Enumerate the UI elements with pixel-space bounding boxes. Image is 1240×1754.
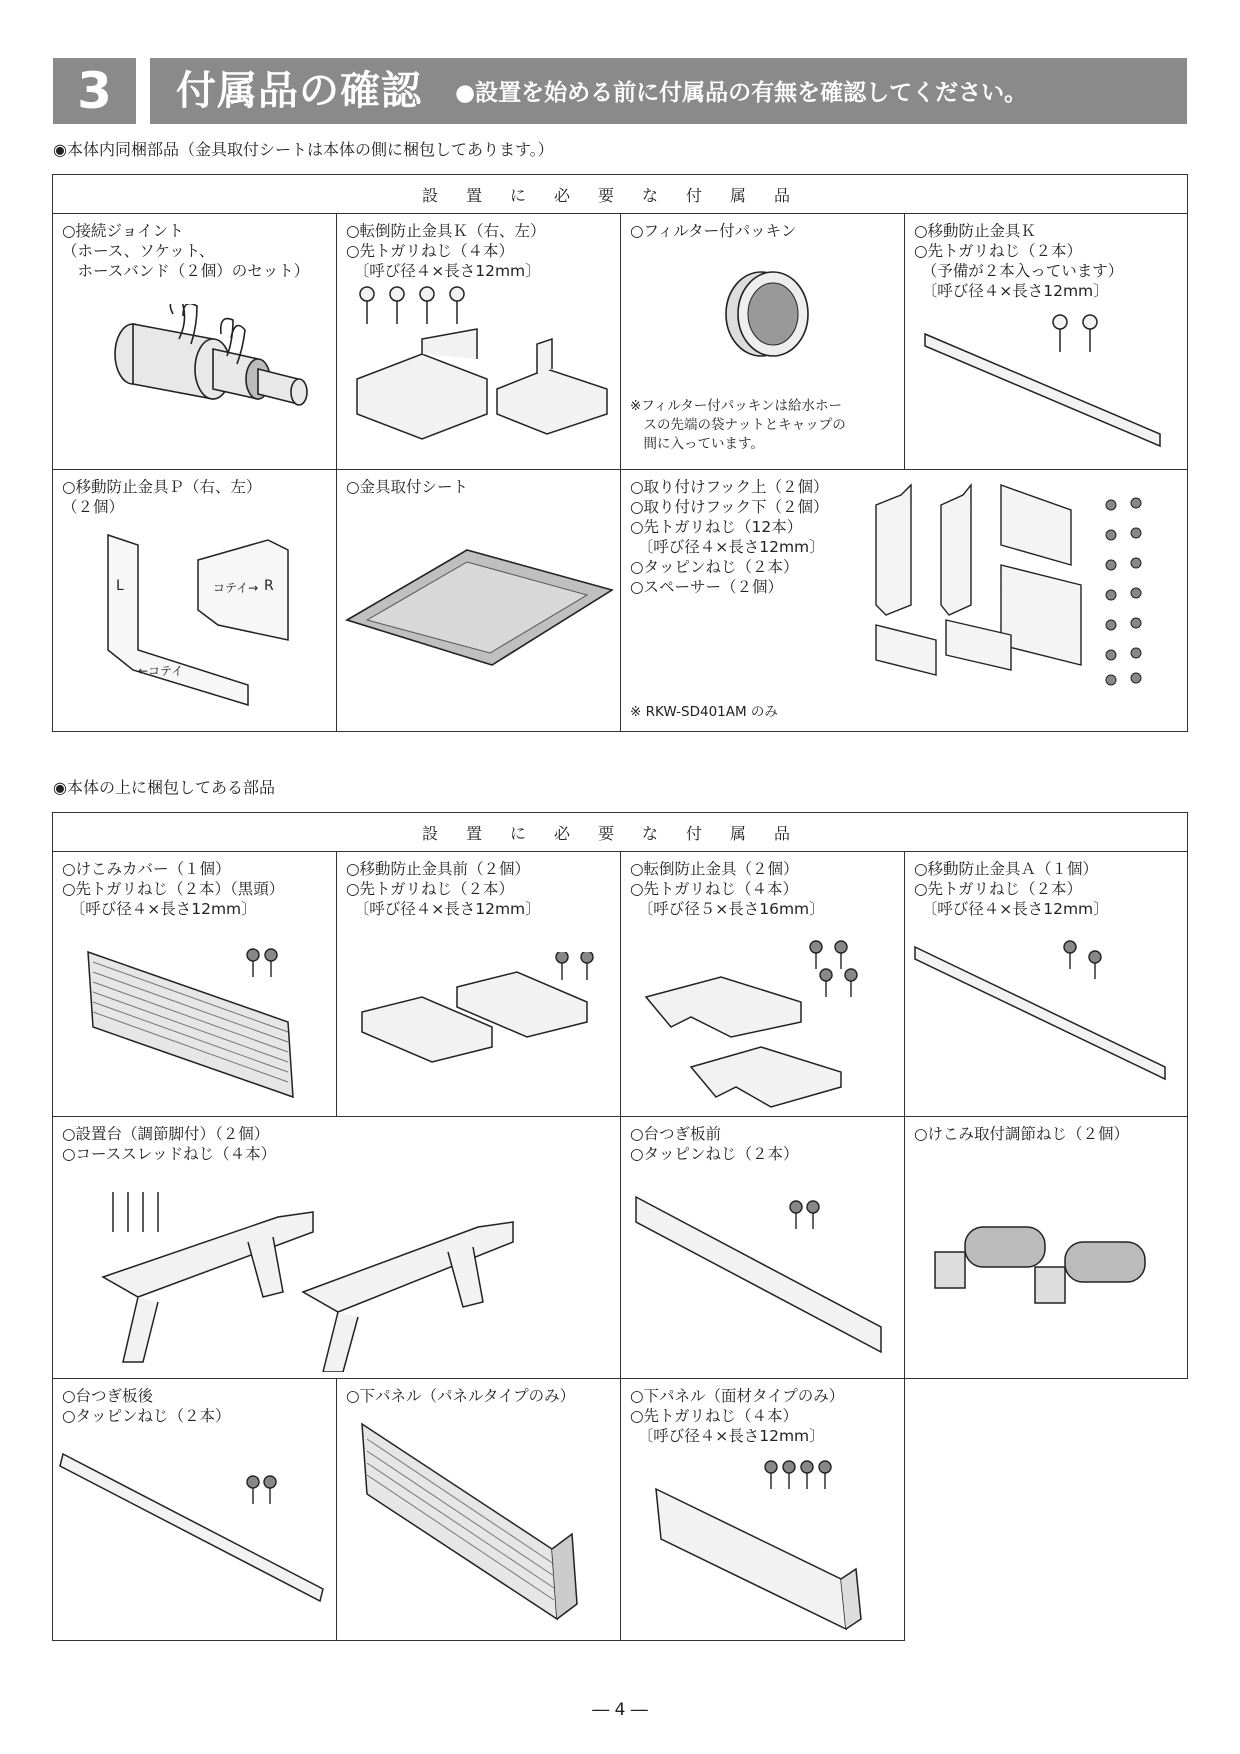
part-label: ○接続ジョイント （ホース、ソケット、 ホースバンド（２個）のセット）	[62, 222, 310, 280]
parts-table-2	[52, 812, 1188, 1641]
part-label: ○転倒防止金具Ｋ（右、左） ○先トガリねじ（４本） 〔呼び径４×長さ12mm〕	[346, 222, 546, 280]
section-banner	[150, 58, 1187, 124]
move-prevention-p-illustration	[68, 530, 328, 720]
move-prevention-k-illustration	[920, 314, 1180, 464]
part-cell-kick-adjust-screw	[905, 1117, 1188, 1379]
kick-adjust-screw-illustration	[930, 1207, 1170, 1337]
part-label: ○移動防止金具Ａ（１個） ○先トガリねじ（２本） 〔呼び径４×長さ12mm〕	[914, 860, 1109, 918]
part-label: ○フィルター付パッキン	[630, 222, 797, 240]
part-cell-kick-cover	[53, 852, 337, 1117]
part-label: ○移動防止金具Ｋ ○先トガリねじ（２本） （予備が２本入っています） 〔呼び径４×長さ12mm〕	[914, 222, 1124, 300]
part-label: ○下パネル（面材タイプのみ） ○先トガリねじ（４本） 〔呼び径４×長さ12mm〕	[630, 1387, 845, 1445]
part-label: ○移動防止金具前（２個） ○先トガリねじ（２本） 〔呼び径４×長さ12mm〕	[346, 860, 541, 918]
part-cell-joint-plate-front	[621, 1117, 905, 1379]
part-cell-tip-prevention	[621, 852, 905, 1117]
part-label: ○金具取付シート	[346, 478, 469, 496]
mark-label: L	[116, 578, 124, 594]
part-cell-move-prevention-a	[905, 852, 1188, 1117]
joint-plate-rear-illustration	[58, 1439, 333, 1634]
part-cell-filter-packing	[621, 214, 905, 470]
section-number: 3	[53, 58, 136, 124]
part-cell-move-prevention-k	[905, 214, 1188, 470]
lower-panel-face-type-illustration	[646, 1459, 896, 1634]
part-label: ○下パネル（パネルタイプのみ）	[346, 1387, 576, 1405]
part-note: ※ RKW-SD401AM のみ	[630, 704, 778, 720]
table2-header: 設置に必要な付属品	[53, 813, 1188, 852]
mark-label: ←コテイ	[138, 664, 184, 678]
joint-plate-front-illustration	[631, 1177, 901, 1372]
move-prevention-a-illustration	[910, 937, 1185, 1107]
part-label: ○台つぎ板後 ○タッピンねじ（２本）	[62, 1387, 231, 1425]
section1-label: ◉本体内同梱部品（金具取付シートは本体の側に梱包してあります。）	[53, 140, 554, 159]
page-number: ― 4 ―	[592, 1700, 648, 1720]
tip-prevention-k-illustration	[347, 284, 617, 464]
part-cell-mounting-hooks	[621, 470, 1188, 732]
part-note: ※フィルター付パッキンは給水ホー スの先端の袋ナットとキャップの 間に入っています。	[630, 398, 846, 452]
part-label: ○台つぎ板前 ○タッピンねじ（２本）	[630, 1125, 799, 1163]
table1-header: 設置に必要な付属品	[53, 175, 1188, 214]
parts-table-1	[52, 174, 1188, 732]
part-cell-joint-plate-rear	[53, 1379, 337, 1641]
part-label: ○けこみカバー（１個） ○先トガリねじ（２本）（黒頭） 〔呼び径４×長さ12mm〕	[62, 860, 285, 918]
connection-joint-illustration	[103, 304, 323, 454]
part-label: ○設置台（調節脚付）（２個） ○コーススレッドねじ（４本）	[62, 1125, 277, 1163]
section2-label: ◉本体の上に梱包してある部品	[53, 778, 275, 797]
part-label: ○取り付けフック上（２個） ○取り付けフック下（２個） ○先トガリねじ（12本） 〔呼び径４×長さ12mm〕 ○タッピンねじ（２本） ○スペーサー（２個）	[630, 478, 829, 596]
part-cell-move-prevention-p	[53, 470, 337, 732]
part-label: ○けこみ取付調節ねじ（２個）	[914, 1125, 1130, 1143]
empty-cell	[905, 1379, 1188, 1641]
move-prevention-front-illustration	[352, 952, 612, 1102]
section-title: 付属品の確認	[176, 68, 422, 114]
mark-label: R	[264, 578, 274, 594]
part-cell-move-prevention-front	[337, 852, 621, 1117]
mark-label: コテイ→	[213, 581, 259, 595]
tip-prevention-illustration	[641, 937, 901, 1112]
installation-stand-illustration	[98, 1187, 608, 1372]
kick-cover-illustration	[83, 947, 323, 1107]
section-subtitle: ●設置を始める前に付属品の有無を確認してください。	[455, 80, 1028, 106]
part-cell-installation-stand	[53, 1117, 621, 1379]
bracket-sheet-illustration	[342, 540, 617, 690]
part-cell-connection-joint	[53, 214, 337, 470]
part-cell-tip-prevention-k	[337, 214, 621, 470]
part-cell-lower-panel-face-type	[621, 1379, 905, 1641]
part-label: ○転倒防止金具（２個） ○先トガリねじ（４本） 〔呼び径５×長さ16mm〕	[630, 860, 825, 918]
lower-panel-panel-type-illustration	[357, 1419, 607, 1629]
part-label: ○移動防止金具Ｐ（右、左） （２個）	[62, 478, 262, 516]
mounting-hooks-illustration	[871, 475, 1181, 690]
filter-packing-illustration	[711, 259, 821, 369]
part-cell-bracket-sheet	[337, 470, 621, 732]
part-cell-lower-panel-panel-type	[337, 1379, 621, 1641]
